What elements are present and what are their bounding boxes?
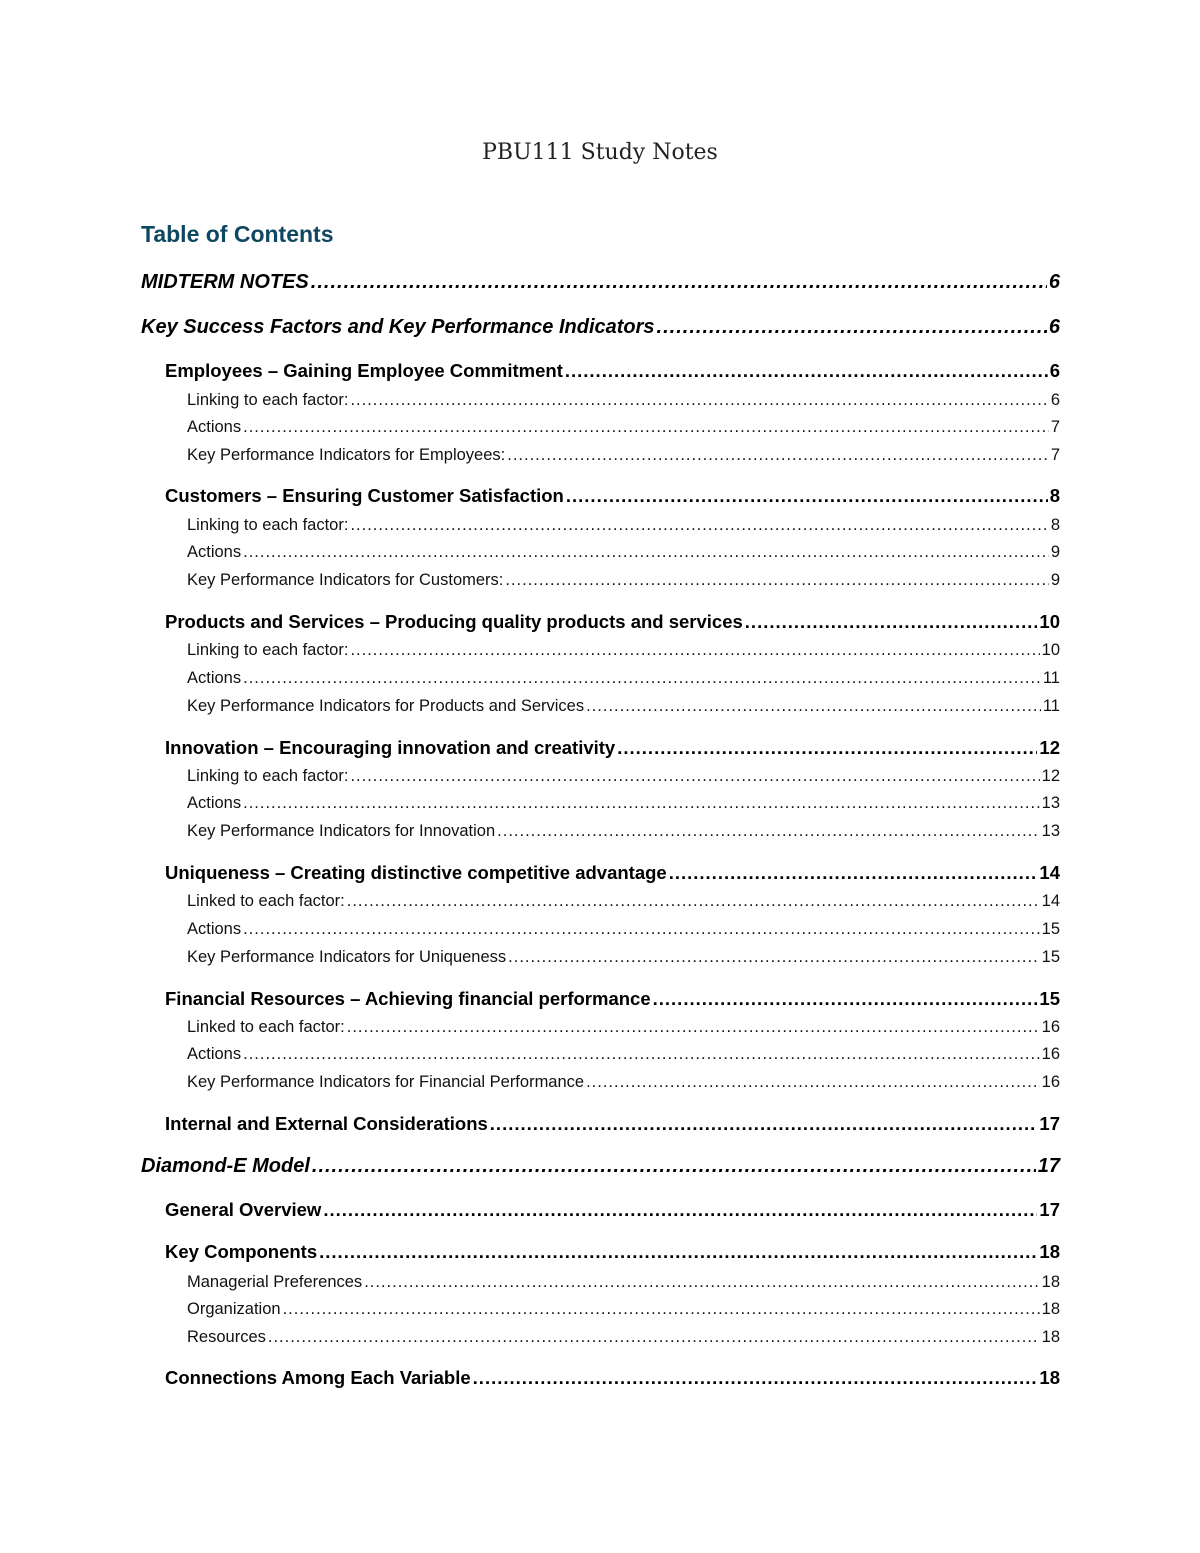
toc-entry-title: Linking to each factor: bbox=[187, 516, 349, 534]
toc-entry-title: Actions bbox=[187, 418, 242, 436]
toc-entry-title: Actions bbox=[187, 920, 242, 938]
toc-dot-leader bbox=[566, 485, 1048, 507]
toc-dot-leader bbox=[243, 418, 1049, 437]
document-title: PBU111 Study Notes bbox=[482, 140, 718, 165]
toc-entry[interactable] bbox=[187, 571, 1060, 590]
toc-page-number: 13 bbox=[1041, 822, 1060, 840]
toc-entry[interactable] bbox=[187, 669, 1060, 688]
toc-dot-leader bbox=[586, 1073, 1040, 1092]
toc-entry-title: Key Performance Indicators for Employees: bbox=[187, 446, 506, 464]
toc-dot-leader bbox=[311, 271, 1047, 294]
toc-dot-leader bbox=[507, 446, 1049, 465]
toc-page-number: 6 bbox=[1048, 271, 1060, 293]
toc-page-number: 18 bbox=[1039, 1367, 1060, 1388]
toc-entry-title: Linking to each factor: bbox=[187, 767, 349, 785]
toc-dot-leader bbox=[347, 1018, 1040, 1037]
toc-dot-leader bbox=[565, 360, 1048, 382]
toc-page-number: 17 bbox=[1039, 1199, 1060, 1220]
toc-dot-leader bbox=[243, 794, 1040, 813]
toc-entry[interactable] bbox=[165, 1199, 1060, 1221]
toc-dot-leader bbox=[497, 822, 1039, 841]
toc-entry[interactable] bbox=[187, 892, 1060, 911]
toc-entry[interactable] bbox=[187, 948, 1060, 967]
toc-entry[interactable] bbox=[165, 737, 1060, 759]
toc-page-number: 17 bbox=[1039, 1113, 1060, 1134]
toc-entry[interactable] bbox=[141, 316, 1060, 339]
toc-page-number: 18 bbox=[1039, 1241, 1060, 1262]
toc-page-number: 6 bbox=[1049, 360, 1060, 381]
toc-page-number: 8 bbox=[1050, 516, 1060, 534]
toc-entry-title: Internal and External Considerations bbox=[165, 1113, 488, 1134]
toc-entry[interactable] bbox=[187, 418, 1060, 437]
toc-page-number: 11 bbox=[1042, 669, 1060, 687]
toc-entry-title: Linked to each factor: bbox=[187, 892, 345, 910]
toc-entry[interactable] bbox=[165, 1113, 1060, 1135]
toc-dot-leader bbox=[350, 391, 1048, 410]
toc-entry-title: Key Performance Indicators for Innovation bbox=[187, 822, 496, 840]
toc-dot-leader bbox=[283, 1300, 1040, 1319]
toc-entry[interactable] bbox=[165, 485, 1060, 507]
toc-entry[interactable] bbox=[187, 1045, 1060, 1064]
toc-dot-leader bbox=[586, 697, 1041, 716]
toc-entry[interactable] bbox=[141, 271, 1060, 294]
toc-entry-title: General Overview bbox=[165, 1199, 322, 1220]
toc-entry[interactable] bbox=[187, 767, 1060, 786]
toc-dot-leader bbox=[350, 767, 1039, 786]
toc-entry[interactable] bbox=[187, 1300, 1060, 1319]
toc-entry[interactable] bbox=[187, 822, 1060, 841]
toc-page-number: 9 bbox=[1050, 571, 1060, 589]
toc-entry-title: Actions bbox=[187, 1045, 242, 1063]
toc-page-number: 16 bbox=[1041, 1073, 1060, 1091]
toc-dot-leader bbox=[347, 892, 1040, 911]
toc-dot-leader bbox=[350, 641, 1039, 660]
toc-entry[interactable] bbox=[165, 611, 1060, 633]
toc-entry[interactable] bbox=[165, 1367, 1060, 1389]
toc-entry[interactable] bbox=[165, 360, 1060, 382]
toc-entry-title: Key Performance Indicators for Products and Services bbox=[187, 697, 585, 715]
toc-entry-title: Key Success Factors and Key Performance Indicators bbox=[141, 316, 655, 338]
toc-entry[interactable] bbox=[187, 516, 1060, 535]
toc-entry[interactable] bbox=[187, 391, 1060, 410]
toc-entry[interactable] bbox=[165, 988, 1060, 1010]
toc-entry-title: MIDTERM NOTES bbox=[141, 271, 309, 293]
toc-dot-leader bbox=[312, 1155, 1036, 1178]
toc-page-number: 12 bbox=[1039, 737, 1060, 758]
toc-entry[interactable] bbox=[187, 543, 1060, 562]
toc-entry[interactable] bbox=[165, 862, 1060, 884]
toc-page-number: 7 bbox=[1050, 418, 1060, 436]
toc-entry[interactable] bbox=[187, 920, 1060, 939]
toc-page-number: 15 bbox=[1041, 948, 1060, 966]
toc-entry-title: Products and Services – Producing quality products and services bbox=[165, 611, 743, 632]
toc-page-number: 12 bbox=[1041, 767, 1060, 785]
toc-entry[interactable] bbox=[187, 697, 1060, 716]
toc-dot-leader bbox=[490, 1113, 1038, 1135]
toc-entry-title: Innovation – Encouraging innovation and creativity bbox=[165, 737, 616, 758]
toc-page-number: 18 bbox=[1041, 1300, 1060, 1318]
toc-dot-leader bbox=[745, 611, 1038, 633]
toc-entry[interactable] bbox=[187, 794, 1060, 813]
toc-dot-leader bbox=[323, 1199, 1037, 1221]
toc-entry-title: Diamond-E Model bbox=[141, 1155, 310, 1177]
toc-dot-leader bbox=[653, 988, 1038, 1010]
toc-entry-title: Linking to each factor: bbox=[187, 641, 349, 659]
toc-page-number: 16 bbox=[1041, 1018, 1060, 1036]
toc-entry-title: Key Components bbox=[165, 1241, 318, 1262]
toc-dot-leader bbox=[243, 1045, 1040, 1064]
toc-page-number: 8 bbox=[1049, 485, 1060, 506]
toc-entry[interactable] bbox=[187, 446, 1060, 465]
toc-entry-title: Linked to each factor: bbox=[187, 1018, 345, 1036]
toc-page-number: 18 bbox=[1041, 1328, 1060, 1346]
toc-entry-title: Actions bbox=[187, 794, 242, 812]
toc-entry-title: Organization bbox=[187, 1300, 281, 1318]
toc-page-number: 10 bbox=[1041, 641, 1060, 659]
toc-dot-leader bbox=[350, 516, 1048, 535]
toc-dot-leader bbox=[364, 1273, 1039, 1292]
toc-entry-title: Connections Among Each Variable bbox=[165, 1367, 471, 1388]
toc-entry-title: Managerial Preferences bbox=[187, 1273, 363, 1291]
toc-dot-leader bbox=[473, 1367, 1038, 1389]
toc-entry-title: Customers – Ensuring Customer Satisfaction bbox=[165, 485, 564, 506]
toc-page-number: 17 bbox=[1037, 1155, 1060, 1177]
toc-dot-leader bbox=[669, 862, 1038, 884]
toc-page-number: 13 bbox=[1041, 794, 1060, 812]
toc-entry-title: Key Performance Indicators for Uniqueness bbox=[187, 948, 507, 966]
toc-entry-title: Actions bbox=[187, 543, 242, 561]
toc-page-number: 15 bbox=[1041, 920, 1060, 938]
toc-dot-leader bbox=[508, 948, 1039, 967]
toc-page-number: 10 bbox=[1039, 611, 1060, 632]
toc-page-number: 7 bbox=[1050, 446, 1060, 464]
toc-entry-title: Employees – Gaining Employee Commitment bbox=[165, 360, 563, 381]
toc-entry[interactable] bbox=[141, 1155, 1060, 1178]
toc-page-number: 18 bbox=[1041, 1273, 1060, 1291]
toc-dot-leader bbox=[319, 1241, 1037, 1263]
toc-entry-title: Actions bbox=[187, 669, 242, 687]
toc-entry-title: Financial Resources – Achieving financial performance bbox=[165, 988, 651, 1009]
toc-dot-leader bbox=[243, 669, 1041, 688]
toc-entry[interactable] bbox=[187, 1073, 1060, 1092]
toc-entry[interactable] bbox=[187, 1273, 1060, 1292]
toc-entry[interactable] bbox=[165, 1241, 1060, 1263]
toc-entry-title: Key Performance Indicators for Financial Performance bbox=[187, 1073, 585, 1091]
toc-dot-leader bbox=[617, 737, 1037, 759]
toc-dot-leader bbox=[243, 920, 1040, 939]
toc-dot-leader bbox=[268, 1328, 1040, 1347]
toc-page-number: 14 bbox=[1039, 862, 1060, 883]
toc-heading: Table of Contents bbox=[141, 221, 334, 247]
toc-entry-title: Linking to each factor: bbox=[187, 391, 349, 409]
toc-page-number: 11 bbox=[1042, 697, 1060, 715]
toc-dot-leader bbox=[243, 543, 1049, 562]
toc-page-number: 6 bbox=[1050, 391, 1060, 409]
toc-dot-leader bbox=[657, 316, 1047, 339]
toc-page-number: 6 bbox=[1048, 316, 1060, 338]
toc-entry[interactable] bbox=[187, 1328, 1060, 1347]
toc-page-number: 14 bbox=[1041, 892, 1060, 910]
toc-entry-title: Resources bbox=[187, 1328, 266, 1346]
toc-page-number: 15 bbox=[1039, 988, 1060, 1009]
toc-entry[interactable] bbox=[187, 641, 1060, 660]
toc-entry-title: Key Performance Indicators for Customers: bbox=[187, 571, 504, 589]
toc-entry[interactable] bbox=[187, 1018, 1060, 1037]
toc-page-number: 9 bbox=[1050, 543, 1060, 561]
toc-dot-leader bbox=[505, 571, 1048, 590]
toc-entry-title: Uniqueness – Creating distinctive competitive advantage bbox=[165, 862, 667, 883]
toc-page-number: 16 bbox=[1041, 1045, 1060, 1063]
